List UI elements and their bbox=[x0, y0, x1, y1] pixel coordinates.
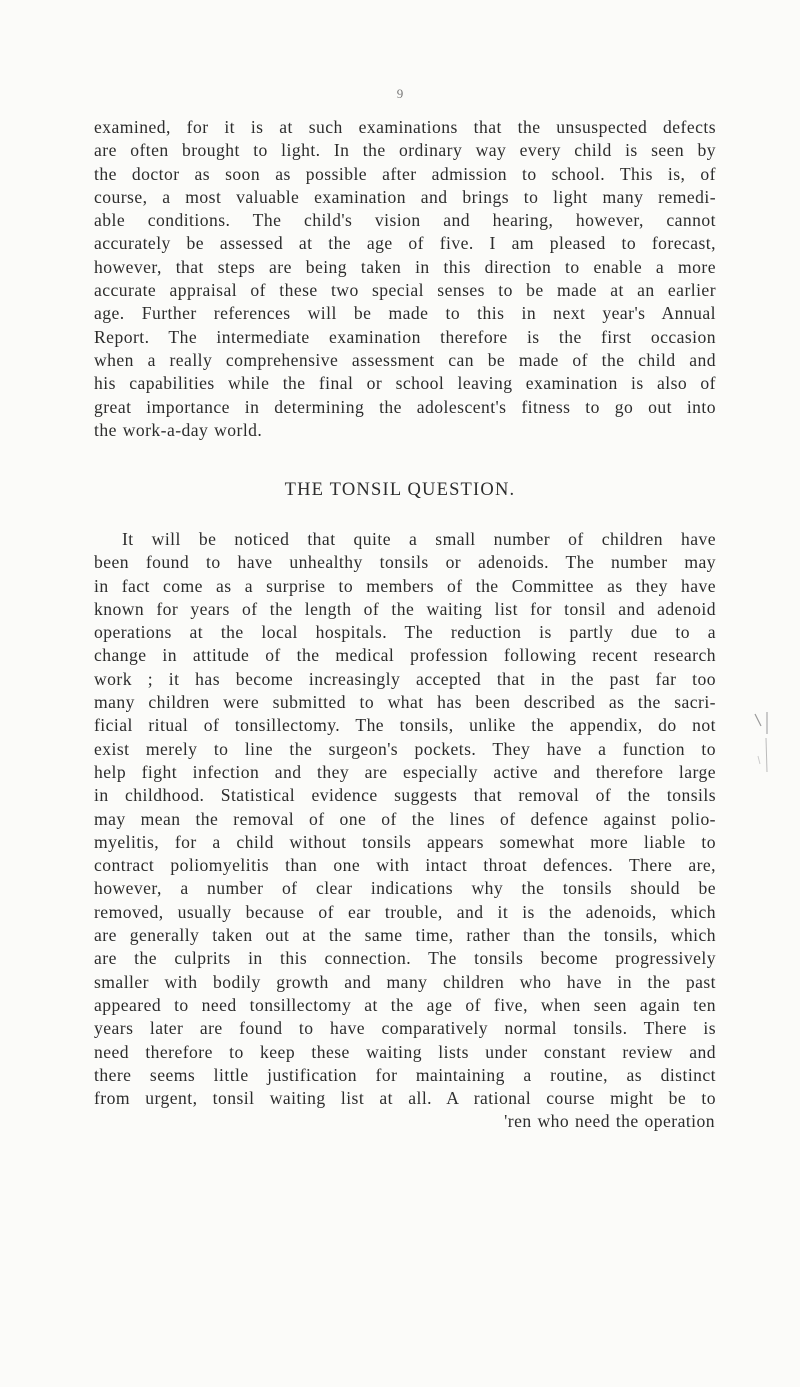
text-line: there seems little justification for maintaining a routine, as distinct bbox=[94, 1064, 716, 1085]
text-line: are generally taken out at the same time, rather than the tonsils, which bbox=[94, 925, 716, 946]
text-line: age. Further references will be made to this in next year's Annual bbox=[94, 303, 716, 324]
text-line: are often brought to light. In the ordinary way every child is seen by bbox=[94, 140, 716, 161]
text-line: accurate appraisal of these two special senses to be made at an earlier bbox=[94, 280, 716, 301]
text-line: exist merely to line the surgeon's pockets. They have a function to bbox=[94, 738, 716, 759]
paragraph-examinations bbox=[94, 116, 716, 442]
section-heading: THE TONSIL QUESTION. bbox=[284, 480, 516, 500]
paragraph-tonsil-question bbox=[94, 528, 716, 1134]
text-line: great importance in determining the adolescent's fitness to go out into bbox=[94, 396, 716, 417]
text-line: work ; it has become increasingly accepted that in the past far too bbox=[94, 668, 716, 689]
text-line: the doctor as soon as possible after admission to school. This is, of bbox=[94, 163, 716, 184]
text-line: many children were submitted to what has been described as the sacri- bbox=[94, 692, 716, 713]
text-line: It will be noticed that quite a small number of children have bbox=[122, 529, 716, 549]
text-line: removed, usually because of ear trouble, and it is the adenoids, which bbox=[94, 901, 716, 922]
text-line: ficial ritual of tonsillectomy. The tonsils, unlike the appendix, do not bbox=[94, 715, 716, 736]
text-line: smaller with bodily growth and many children who have in the past bbox=[94, 971, 716, 992]
text-line: are the culprits in this connection. The tonsils become progressively bbox=[94, 948, 716, 969]
text-line: however, that steps are being taken in this direction to enable a more bbox=[94, 256, 716, 277]
page-number: 9 bbox=[396, 86, 404, 101]
text-line: his capabilities while the final or school leaving examination is also of bbox=[94, 373, 716, 394]
text-line: operations at the local hospitals. The reduction is partly due to a bbox=[94, 622, 716, 643]
text-line: the work-a-day world. bbox=[94, 419, 263, 440]
text-line: been found to have unhealthy tonsils or adenoids. The number may bbox=[94, 552, 716, 573]
text-line: myelitis, for a child without tonsils appears somewhat more liable to bbox=[94, 831, 716, 852]
text-line: appeared to need tonsillectomy at the age of five, when seen again ten bbox=[94, 994, 716, 1015]
text-line: 'ren who need the operation bbox=[504, 1111, 715, 1132]
text-line: help fight infection and they are especially active and therefore large bbox=[94, 761, 716, 782]
margin-bracket-mark bbox=[752, 712, 774, 774]
text-line: years later are found to have comparatively normal tonsils. There is bbox=[94, 1018, 716, 1039]
text-line: examined, for it is at such examinations that the unsuspected defects bbox=[94, 117, 716, 137]
text-line: change in attitude of the medical profession following recent research bbox=[94, 645, 716, 666]
text-line: from urgent, tonsil waiting list at all. A rational course might be to bbox=[94, 1088, 716, 1109]
text-line: accurately be assessed at the age of five. I am pleased to forecast, bbox=[94, 233, 716, 254]
text-line: known for years of the length of the waiting list for tonsil and adenoid bbox=[94, 598, 716, 619]
text-line: contract poliomyelitis than one with intact throat defences. There are, bbox=[94, 855, 716, 876]
text-line: when a really comprehensive assessment can be made of the child and bbox=[94, 349, 716, 370]
text-line: course, a most valuable examination and brings to light many remedi- bbox=[94, 186, 716, 207]
text-line: Report. The intermediate examination therefore is the first occasion bbox=[94, 326, 716, 347]
text-line: in fact come as a surprise to members of the Committee as they have bbox=[94, 575, 716, 596]
text-line: however, a number of clear indications why the tonsils should be bbox=[94, 878, 716, 899]
text-line: may mean the removal of one of the lines of defence against polio- bbox=[94, 808, 716, 829]
text-line: in childhood. Statistical evidence suggests that removal of the tonsils bbox=[94, 785, 716, 806]
text-line: need therefore to keep these waiting lists under constant review and bbox=[94, 1041, 716, 1062]
text-line: able conditions. The child's vision and hearing, however, cannot bbox=[94, 210, 716, 231]
